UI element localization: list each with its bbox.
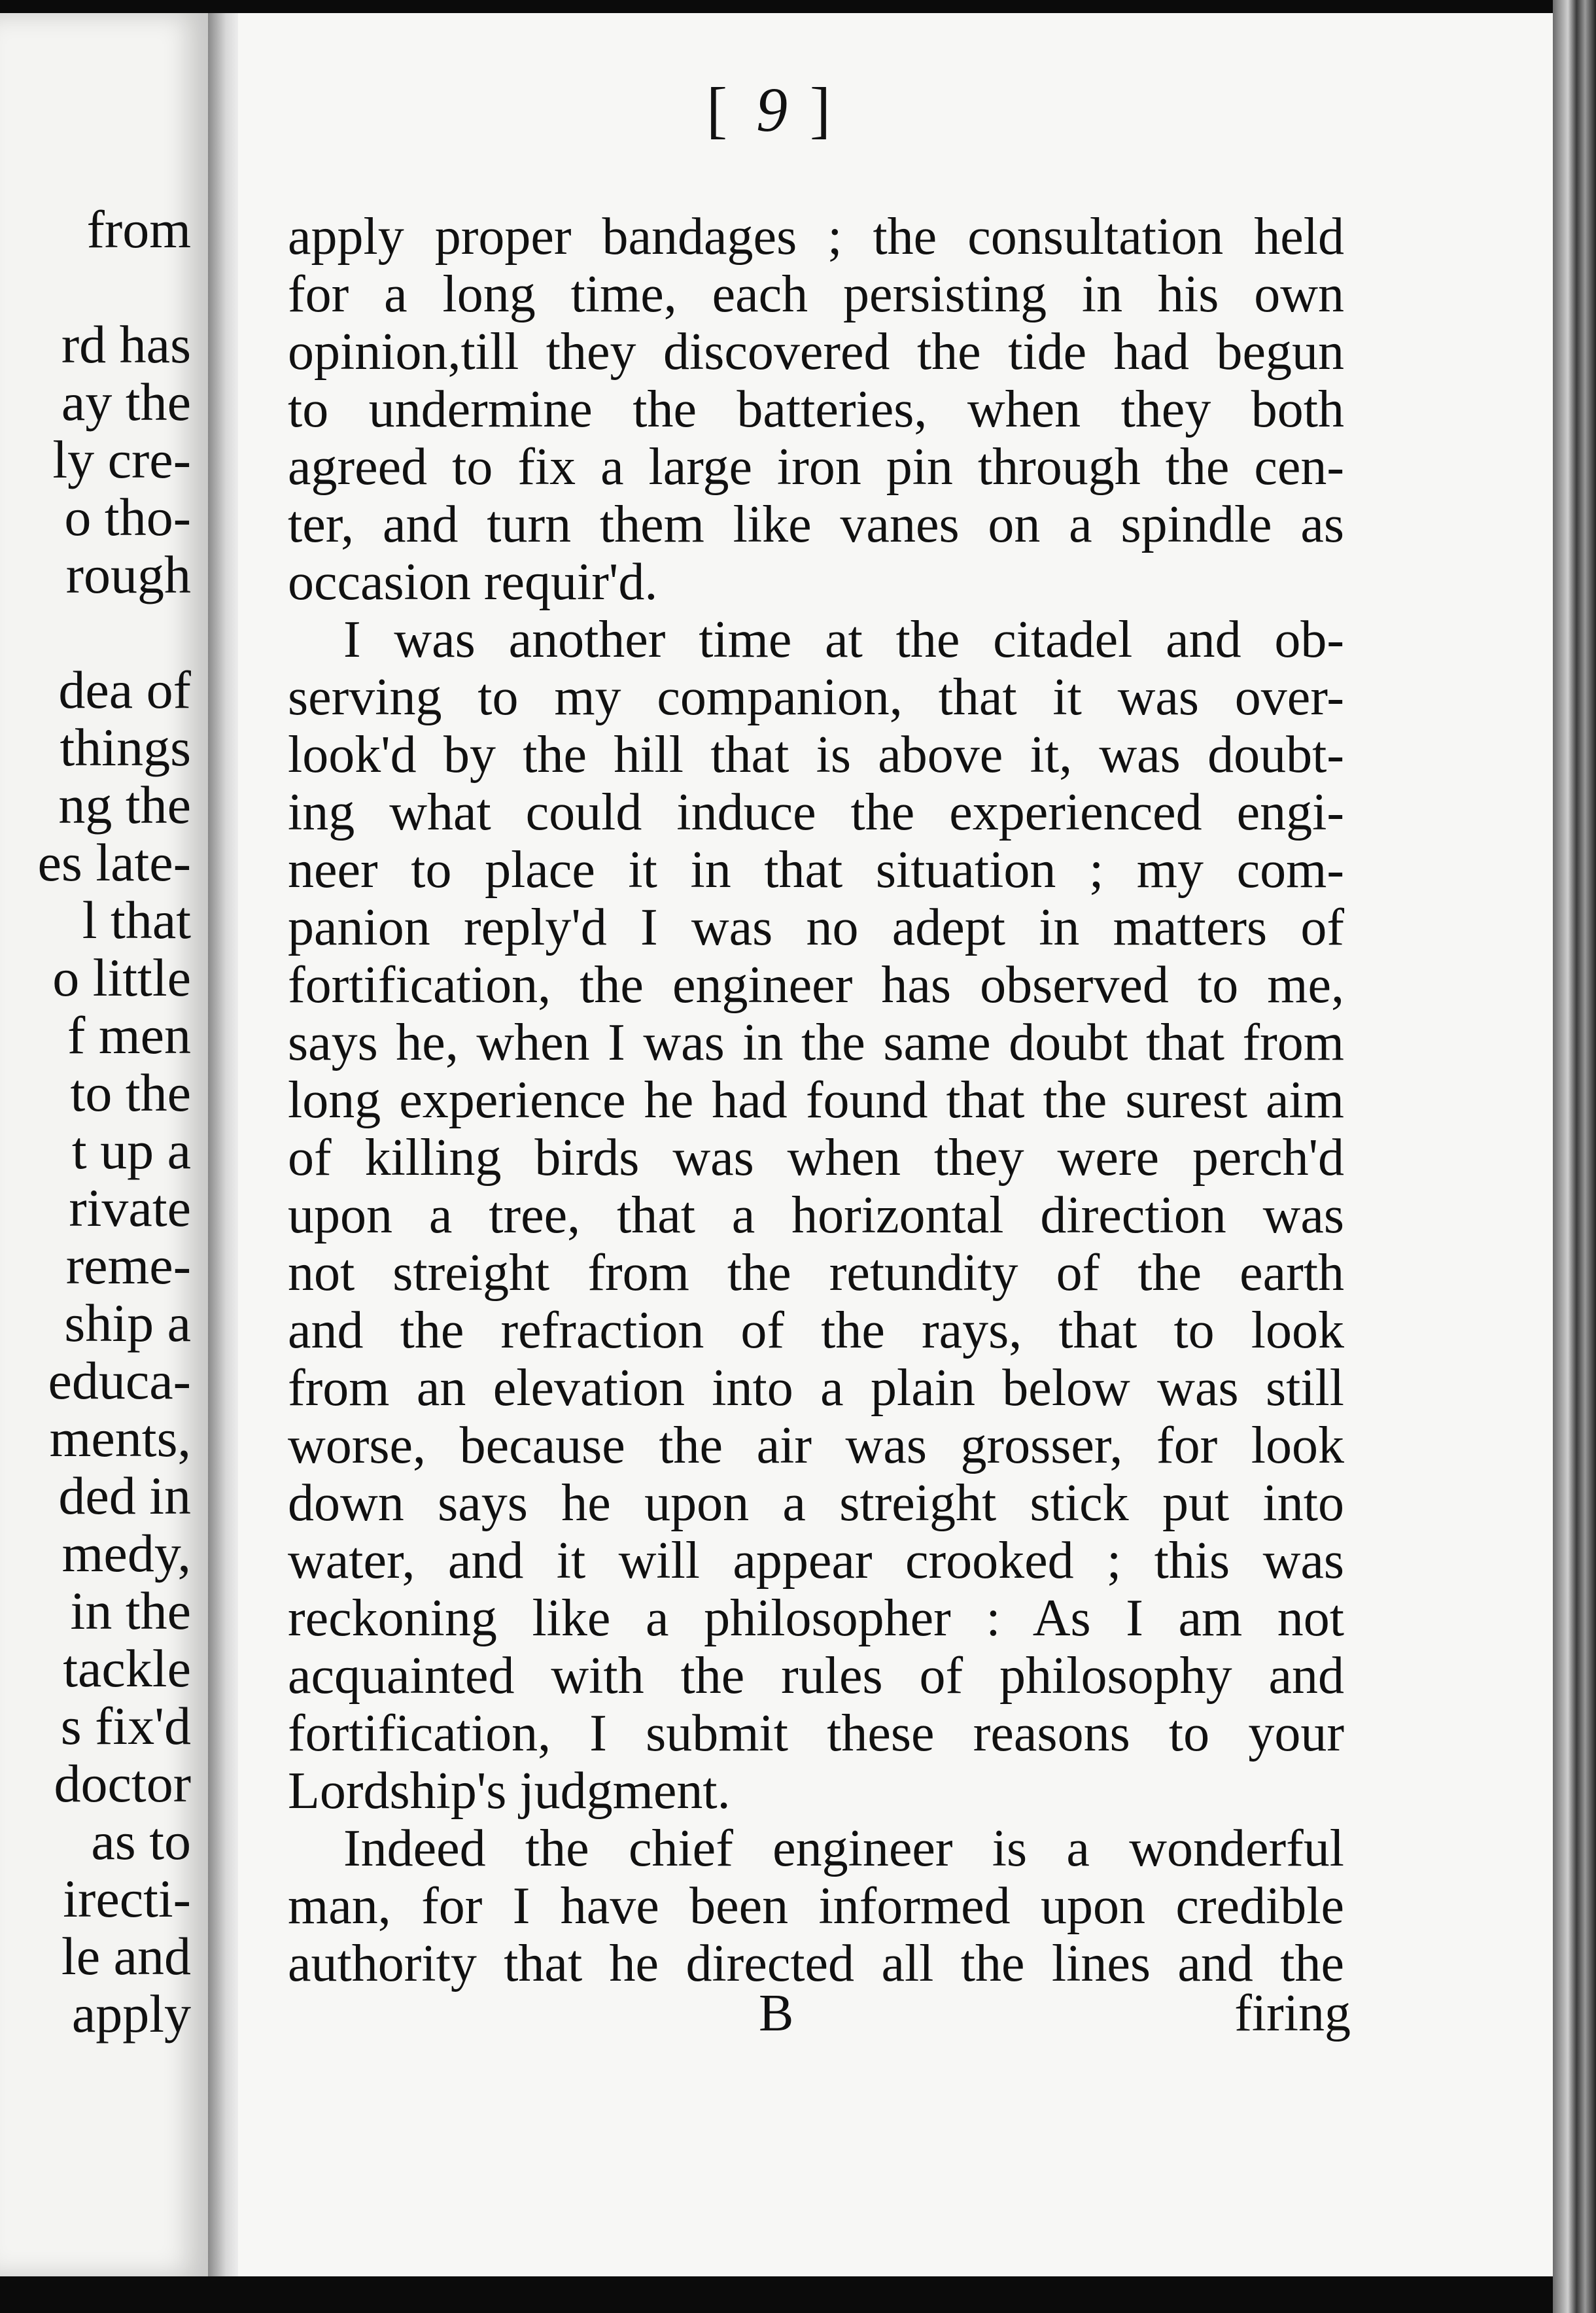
left-page-line: le and	[61, 1926, 191, 1986]
text-line: fortification, I submit these reasons to your	[288, 1705, 1344, 1762]
text-line: long experience he had found that the surest aim	[288, 1071, 1344, 1129]
left-page-line: f men	[67, 1005, 191, 1065]
text-line: man, for I have been informed upon credible	[288, 1877, 1344, 1935]
page-number-bracket-close: ]	[809, 75, 837, 145]
left-page-line: ded in	[58, 1466, 191, 1525]
text-line: reckoning like a philosopher : As I am not	[288, 1590, 1344, 1647]
left-page-line: es late-	[37, 833, 191, 892]
left-page-line: ship a	[64, 1293, 191, 1353]
left-page-line: tackle	[63, 1639, 191, 1698]
left-page-line: l that	[82, 890, 191, 950]
book-gutter	[208, 13, 238, 2276]
text-line: says he, when I was in the same doubt that from	[288, 1014, 1344, 1071]
text-line: down says he upon a streight stick put into	[288, 1474, 1344, 1532]
left-page-line: to the	[70, 1063, 191, 1122]
left-page-line: apply	[71, 1984, 191, 2043]
text-line: opinion,till they discovered the tide had begun	[288, 323, 1344, 381]
left-page-line: in the	[70, 1581, 191, 1641]
text-line: apply proper bandages ; the consultation held	[288, 208, 1344, 266]
text-line: serving to my companion, that it was over-	[288, 669, 1344, 726]
text-line: Indeed the chief engineer is a wonderful	[343, 1820, 1344, 1877]
left-page-line: o little	[52, 948, 191, 1007]
left-page-line: from	[86, 200, 191, 259]
left-page-line: s fix'd	[60, 1696, 191, 1756]
text-line: occasion requir'd.	[288, 553, 658, 611]
text-line: I was another time at the citadel and ob-	[343, 611, 1344, 669]
left-page-line: rough	[65, 545, 191, 604]
page-number-bracket-open: [	[706, 75, 734, 145]
text-line: to undermine the batteries, when they both	[288, 381, 1344, 438]
left-page-line: rd has	[61, 315, 191, 374]
text-line: from an elevation into a plain below was still	[288, 1359, 1344, 1417]
left-page-line: things	[60, 718, 191, 777]
left-page-line: o tho-	[64, 487, 191, 547]
left-page-line: rivate	[69, 1178, 191, 1238]
left-page-line: t up a	[71, 1121, 191, 1180]
text-line: fortification, the engineer has observed to me,	[288, 956, 1344, 1014]
text-line: agreed to fix a large iron pin through the cen-	[288, 438, 1344, 496]
catchword: firing	[1234, 1985, 1351, 2042]
text-line: authority that he directed all the lines and the	[288, 1935, 1344, 1992]
left-page-line: doctor	[54, 1754, 191, 1813]
left-page-line: ng the	[58, 775, 191, 835]
text-line: worse, because the air was grosser, for look	[288, 1417, 1344, 1474]
left-page-line: irecti-	[63, 1869, 191, 1928]
text-line: panion reply'd I was no adept in matters of	[288, 899, 1344, 956]
left-page-line: as to	[91, 1811, 191, 1871]
page-edge	[1553, 0, 1596, 2313]
text-line: and the refraction of the rays, that to look	[288, 1302, 1344, 1359]
left-page-line: ly cre-	[52, 430, 191, 489]
text-line: ter, and turn them like vanes on a spindle as	[288, 496, 1344, 553]
page-number	[706, 73, 837, 146]
left-page-line: dea of	[58, 660, 191, 720]
signature-mark: B	[759, 1985, 794, 2042]
text-line: for a long time, each persisting in his own	[288, 266, 1344, 323]
left-page-line: educa-	[48, 1351, 191, 1410]
text-line: acquainted with the rules of philosophy and	[288, 1647, 1344, 1705]
text-line: upon a tree, that a horizontal direction was	[288, 1187, 1344, 1244]
text-line: neer to place it in that situation ; my com-	[288, 841, 1344, 899]
page-number-value: 9	[755, 75, 788, 145]
text-line: water, and it will appear crooked ; this was	[288, 1532, 1344, 1590]
left-page-line: medy,	[61, 1523, 191, 1583]
text-line: of killing birds was when they were perch'd	[288, 1129, 1344, 1187]
text-line: ing what could induce the experienced engi-	[288, 784, 1344, 841]
text-line: Lordship's judgment.	[288, 1762, 731, 1820]
left-facing-page	[0, 13, 217, 2276]
left-page-line: reme-	[65, 1236, 191, 1295]
left-page-line: ments,	[49, 1408, 191, 1468]
text-line: look'd by the hill that is above it, was doubt-	[288, 726, 1344, 784]
text-line: not streight from the retundity of the earth	[288, 1244, 1344, 1302]
left-page-line: ay the	[61, 372, 191, 432]
